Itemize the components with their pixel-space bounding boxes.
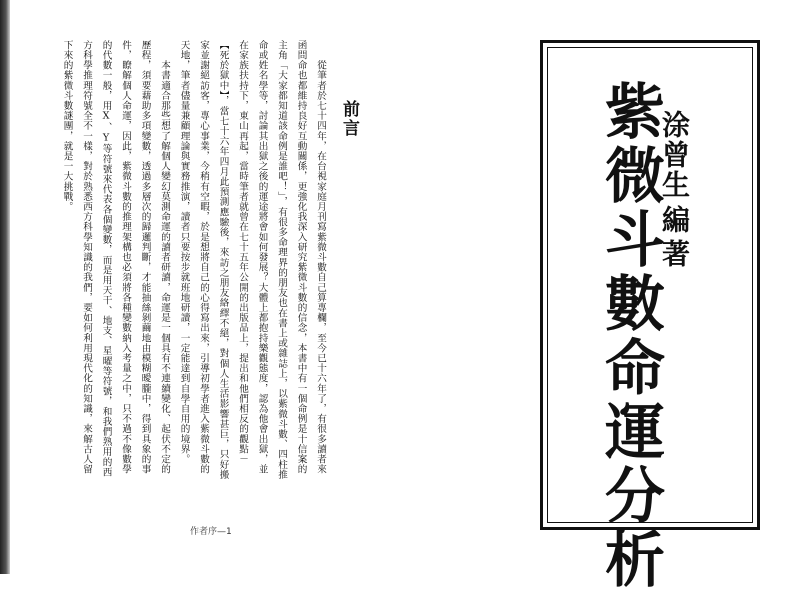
page-number: 作者序—1 [190,527,232,537]
author-name: 涂曾生 [658,110,691,200]
preface-body: 從筆者於七十四年，在台視家庭月刊寫紫微斗數自己算專欄，至今已十六年了，有很多讀者來函問命也都維持良好互動關係，更強化我深入研究紫微斗數的信念，本書中有一個命例是十信案的主角「大家都知道該命例是誰吧！」，有很多命理界的朋友也在書上或雜誌上，以紫微斗數、四柱推命或姓名學等，討論其出獄之後的運途將會如何發展？大體上都抱持樂觀態度，認為他會出獄，並在家族扶持下，東山再起，當時筆者就曾在七十五年公開的出版品上，提出和他們相反的觀點－【死於獄中】，當七十六年四月此預測應驗後，來訪之朋友絡繹不絕，對個人生活影響甚巨，只好搬家並謝絕訪客，專心事業，今稍有空暇，於是想將自己的心得寫出來，引導初學者進入紫微斗數的天地，筆者儘量兼顧理論與實務推演，讀者只要按步就班地研讀，一定能達到自學自用的境界。 本書適合那些想了解個人變幻莫測命運的讀者研讀，命運是一個具有不連續變化、起伏不定的歷程，須要藉助多項變數，透過多層次的歸邏判斷，才能抽絲剝繭地由模糊曖朧中，得到具象的事件，瞭解個人命運，因此，紫微斗數的推理架構也必須將各種變數納入考量之中，只不過不像數學的代數一般，用X、Y等符號來代表各個變數，而是用天干、地支、星曜等符號，和我們熟用的西方科學推理符號全不一樣，對於熟悉西方科學知識的我們，要如何利用現代化的知識，來解古人留下來的紫微斗數謎團，就是一大挑戰。 [61,40,326,480]
author-role: 編著 [658,205,691,273]
preface-heading: 前言 [339,100,359,138]
book-title: 紫微斗數命運分析 [595,80,665,592]
binding-shadow [0,0,10,574]
